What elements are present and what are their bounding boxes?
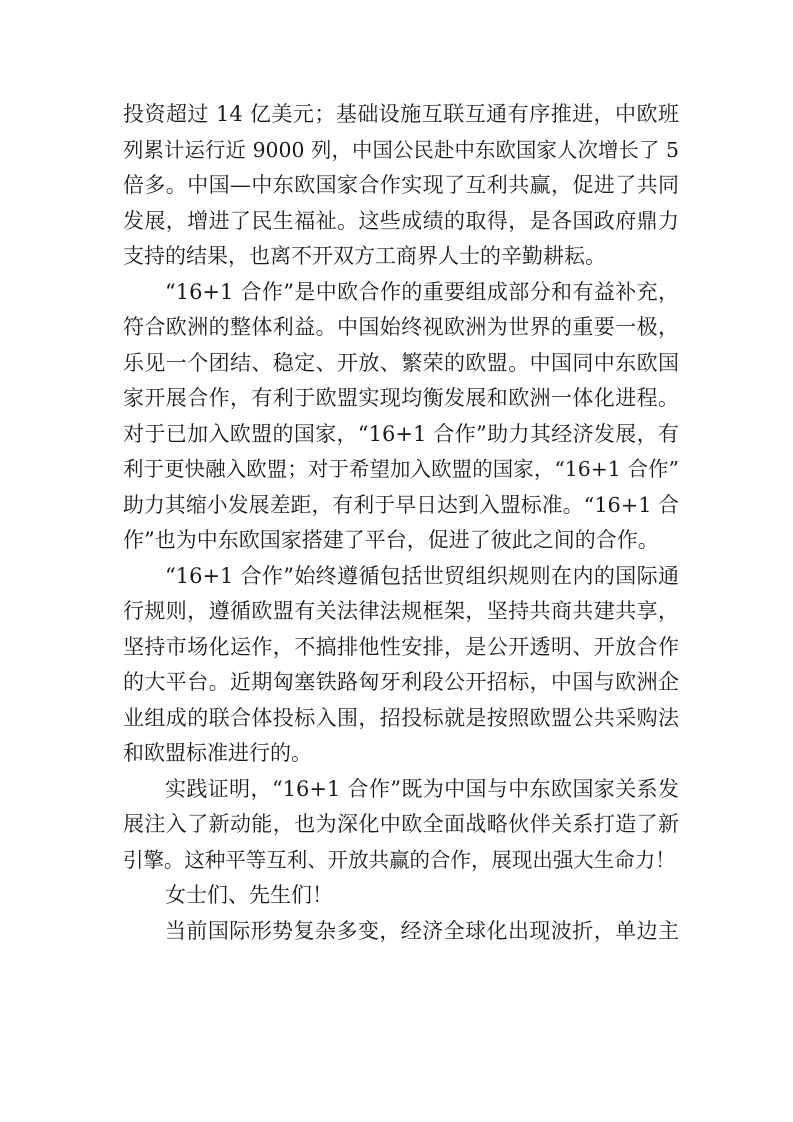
- text-line: 和欧盟标准进行的。: [123, 741, 312, 765]
- text-line: 作”也为中东欧国家搭建了平台，促进了彼此之间的合作。: [123, 528, 659, 552]
- text-line: 投资超过 14 亿美元；基础设施互联互通有序推进，中欧班: [123, 102, 679, 126]
- text-line: 乐见一个团结、稳定、开放、繁荣的欧盟。中国同中东欧国: [123, 350, 679, 375]
- text-line: 坚持市场化运作，不搞排他性安排，是公开透明、开放合作: [123, 634, 679, 659]
- body-text: [123, 97, 679, 949]
- text-line: 业组成的联合体投标入围，招投标就是按照欧盟公共采购法: [123, 705, 679, 730]
- text-line: 实践证明，“16+1 合作”既为中国与中东欧国家关系发: [165, 776, 679, 801]
- text-line: 倍多。中国—中东欧国家合作实现了互利共赢，促进了共同: [123, 173, 679, 197]
- text-line: 发展，增进了民生福祉。这些成绩的取得，是各国政府鼎力: [123, 208, 679, 233]
- text-line: 女士们、先生们！: [165, 883, 333, 907]
- text-line: “16+1 合作”是中欧合作的重要组成部分和有益补充，: [165, 279, 679, 304]
- text-line: 支持的结果，也离不开双方工商界人士的辛勤耕耘。: [123, 244, 606, 268]
- text-line: “16+1 合作”始终遵循包括世贸组织规则在内的国际通: [165, 563, 679, 588]
- text-line: 的大平台。近期匈塞铁路匈牙利段公开招标，中国与欧洲企: [123, 670, 679, 694]
- text-line: 引擎。这种平等互利、开放共赢的合作，展现出强大生命力！: [123, 847, 676, 872]
- text-line: 行规则，遵循欧盟有关法律法规框架，坚持共商共建共享，: [123, 599, 679, 623]
- text-line: 展注入了新动能，也为深化中欧全面战略伙伴关系打造了新: [123, 812, 679, 836]
- text-line: 符合欧洲的整体利益。中国始终视欧洲为世界的重要一极，: [123, 315, 679, 339]
- text-line: 列累计运行近 9000 列，中国公民赴中东欧国家人次增长了 5: [123, 137, 679, 162]
- text-line: 助力其缩小发展差距，有利于早日达到入盟标准。“16+1 合: [123, 492, 679, 517]
- text-line: 家开展合作，有利于欧盟实现均衡发展和欧洲一体化进程。: [123, 386, 679, 410]
- text-line: 利于更快融入欧盟；对于希望加入欧盟的国家，“16+1 合作”: [123, 457, 679, 481]
- text-line: 当前国际形势复杂多变，经济全球化出现波折，单边主: [165, 918, 679, 943]
- text-line: 对于已加入欧盟的国家，“16+1 合作”助力其经济发展，有: [123, 421, 679, 446]
